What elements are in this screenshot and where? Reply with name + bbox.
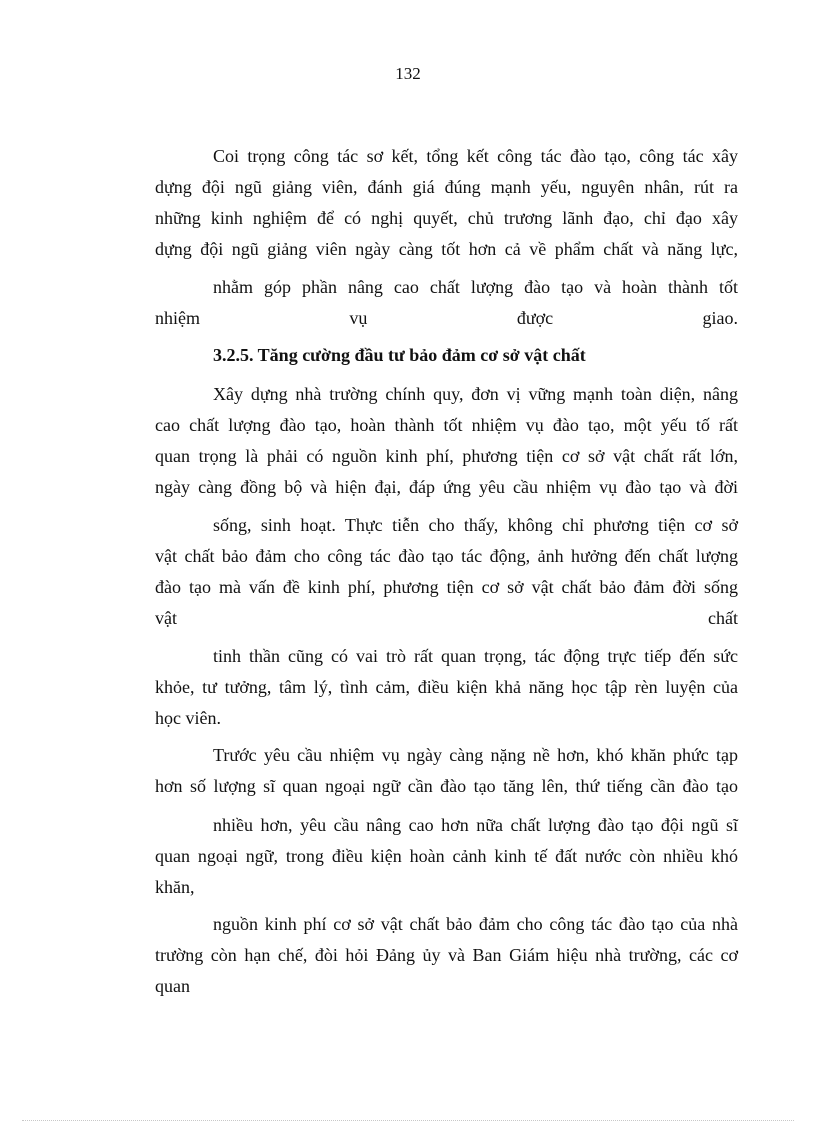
text-line: trường còn hạn chế, đòi hỏi Đảng ủy và Ban Giám hiệu nhà trường, các cơ bbox=[155, 945, 738, 965]
text-line: Trước yêu cầu nhiệm vụ ngày càng nặng nề hơn, khó khăn phức tạp bbox=[213, 745, 738, 765]
text-line: những kinh nghiệm để có nghị quyết, chủ trương lãnh đạo, chỉ đạo xây bbox=[155, 208, 738, 228]
text-line: vật chất bbox=[155, 608, 738, 628]
text-line: sống, sinh hoạt. Thực tiễn cho thấy, không chỉ phương tiện cơ sở bbox=[213, 515, 738, 535]
text-line: nhằm góp phần nâng cao chất lượng đào tạo và hoàn thành tốt bbox=[213, 277, 738, 297]
page-number: 132 bbox=[395, 64, 421, 83]
text-line: nhiệm vụ được giao. bbox=[155, 308, 738, 328]
text-line: Xây dựng nhà trường chính quy, đơn vị vững mạnh toàn diện, nâng bbox=[213, 384, 738, 404]
text-line: đào tạo mà vấn đề kinh phí, phương tiện cơ sở vật chất bảo đảm đời sống bbox=[155, 577, 738, 597]
text-line: cao chất lượng đào tạo, hoàn thành tốt nhiệm vụ đào tạo, một yếu tố rất bbox=[155, 415, 738, 435]
text-line: vật chất bảo đảm cho công tác đào tạo tác động, ảnh hưởng đến chất lượng bbox=[155, 546, 738, 566]
footer-rule bbox=[22, 1120, 794, 1121]
section-heading: 3.2.5. Tăng cường đầu tư bảo đảm cơ sở vật chất bbox=[213, 345, 586, 365]
text-line: quan bbox=[155, 976, 190, 996]
text-line: quan trọng là phải có nguồn kinh phí, phương tiện cơ sở vật chất rất lớn, bbox=[155, 446, 738, 466]
text-line: quan ngoại ngữ, trong điều kiện hoàn cảnh kinh tế đất nước còn nhiều khó bbox=[155, 846, 738, 866]
text-line: Coi trọng công tác sơ kết, tổng kết công tác đào tạo, công tác xây bbox=[213, 146, 738, 166]
text-line: học viên. bbox=[155, 708, 221, 728]
text-line: khỏe, tư tưởng, tâm lý, tình cảm, điều kiện khả năng học tập rèn luyện của bbox=[155, 677, 738, 697]
text-line: nhiều hơn, yêu cầu nâng cao hơn nữa chất lượng đào tạo đội ngũ sĩ bbox=[213, 815, 738, 835]
text-line: dựng đội ngũ giảng viên ngày càng tốt hơn cả về phẩm chất và năng lực, bbox=[155, 239, 738, 259]
text-line: tinh thần cũng có vai trò rất quan trọng, tác động trực tiếp đến sức bbox=[213, 646, 738, 666]
text-line: hơn số lượng sĩ quan ngoại ngữ cần đào tạo tăng lên, thứ tiếng cần đào tạo bbox=[155, 776, 738, 796]
text-line: dựng đội ngũ giảng viên, đánh giá đúng mạnh yếu, nguyên nhân, rút ra bbox=[155, 177, 738, 197]
text-line: khăn, bbox=[155, 877, 195, 897]
text-line: ngày càng đồng bộ và hiện đại, đáp ứng yêu cầu nhiệm vụ đào tạo và đời bbox=[155, 477, 738, 497]
text-line: nguồn kinh phí cơ sở vật chất bảo đảm cho công tác đào tạo của nhà bbox=[213, 914, 738, 934]
